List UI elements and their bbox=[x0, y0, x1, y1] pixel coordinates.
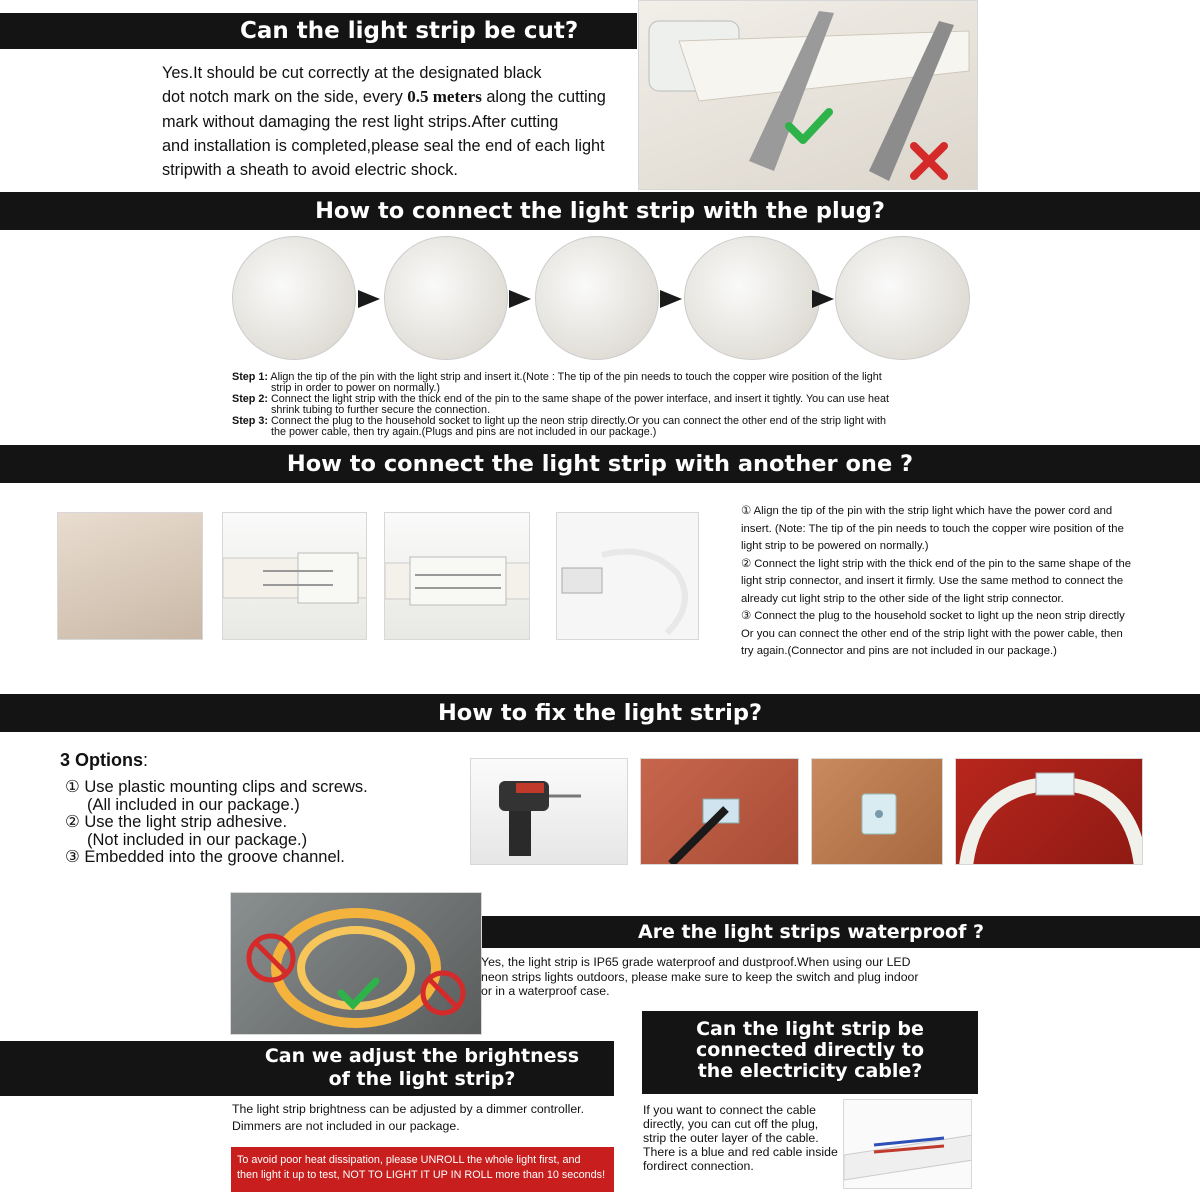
another-line-5: light strip connector, and insert it firmly. Use the same method to connect the bbox=[741, 575, 1124, 587]
cut-line-4: and installation is completed,please seal the end of each light bbox=[162, 136, 605, 155]
cable-title-line-1: Can the light strip be bbox=[696, 1018, 924, 1040]
cut-emphasis: 0.5 meters bbox=[407, 87, 482, 107]
warning-line-1: To avoid poor heat dissipation, please UNROLL the whole light first, and bbox=[237, 1154, 581, 1166]
plug-step-photo-1 bbox=[232, 236, 356, 360]
cut-line-3: mark without damaging the rest light strips.After cutting bbox=[162, 112, 559, 131]
another-photo-1 bbox=[57, 512, 203, 640]
cut-title: Can the light strip be cut? bbox=[240, 18, 579, 44]
check-icon bbox=[785, 106, 833, 146]
arrow-right-icon bbox=[660, 290, 682, 308]
another-photo-3 bbox=[384, 512, 530, 640]
arrow-right-icon bbox=[358, 290, 380, 308]
fix-title-bar bbox=[0, 694, 1200, 732]
another-line-8: Or you can connect the other end of the strip light with the power cable, then bbox=[741, 627, 1123, 640]
another-description bbox=[741, 503, 1131, 661]
cable-line-1: If you want to connect the cable bbox=[643, 1103, 816, 1117]
cut-photo bbox=[638, 0, 978, 190]
another-title: How to connect the light strip with another one ? bbox=[286, 451, 914, 477]
another-line-1: ① Align the tip of the pin with the strip light which have the power cord and bbox=[741, 505, 1113, 517]
waterproof-photo bbox=[230, 892, 482, 1035]
another-line-4: ② Connect the light strip with the thick end of the pin to the same shape of the bbox=[741, 557, 1132, 570]
cable-description bbox=[643, 1103, 838, 1173]
fix-option-2: ② Use the light strip adhesive. bbox=[65, 813, 288, 831]
cable-title-line-2: connected directly to bbox=[695, 1039, 925, 1061]
warning-line-2: then light it up to test, NOT TO LIGHT IT UP IN ROLL more than 10 seconds! bbox=[237, 1169, 606, 1181]
cut-description bbox=[162, 61, 606, 182]
waterproof-title: Are the light strips waterproof ? bbox=[637, 921, 985, 943]
fix-photo-clip bbox=[811, 758, 943, 865]
step-2-cont: shrink tubing to further secure the connection. bbox=[271, 404, 491, 416]
waterproof-line-3: or in a waterproof case. bbox=[481, 984, 610, 998]
cable-title-bar bbox=[642, 1011, 978, 1094]
arrow-right-icon bbox=[812, 290, 834, 308]
fix-option-3: ③ Embedded into the groove channel. bbox=[65, 848, 345, 866]
another-line-6: already cut light strip to the other side of the light strip connector. bbox=[741, 592, 1064, 605]
plug-title: How to connect the light strip with the plug? bbox=[315, 198, 885, 224]
brightness-title-bar bbox=[0, 1041, 614, 1096]
cut-line-1: Yes.It should be cut correctly at the designated black bbox=[162, 64, 542, 82]
plug-step-photo-2 bbox=[384, 236, 508, 360]
cut-line-2: dot notch mark on the side, every 0.5 meters along the cutting bbox=[162, 87, 606, 107]
brightness-warning bbox=[231, 1147, 614, 1192]
plug-step-photo-3 bbox=[535, 236, 659, 360]
step-1: Step 1: Align the tip of the pin with the light strip and insert it.(Note : The tip of the pin needs to touch the copper wire position of the light bbox=[232, 371, 882, 383]
plug-step-photo-4 bbox=[684, 236, 820, 360]
brightness-line-2: Dimmers are not included in our package. bbox=[232, 1118, 460, 1133]
step-3-cont: the power cable, then try again.(Plugs and pins are not included in our package.) bbox=[271, 426, 657, 438]
arrow-right-icon bbox=[509, 290, 531, 308]
another-photo-2 bbox=[222, 512, 367, 640]
cut-line-5: stripwith a sheath to avoid electric shock. bbox=[162, 161, 458, 180]
brightness-line-1: The light strip brightness can be adjusted by a dimmer controller. bbox=[232, 1102, 585, 1116]
another-title-bar bbox=[0, 445, 1200, 483]
brightness-title-line-1: Can we adjust the brightness bbox=[264, 1045, 580, 1067]
cable-line-4: There is a blue and red cable inside bbox=[643, 1145, 838, 1159]
cable-line-5: fordirect connection. bbox=[643, 1159, 754, 1173]
cable-line-3: strip the outer layer of the cable. bbox=[643, 1131, 819, 1145]
fix-options bbox=[60, 749, 368, 867]
waterproof-line-2: neon strips lights outdoors, please make sure to keep the switch and plug indoor bbox=[481, 969, 919, 984]
cable-photo bbox=[843, 1099, 972, 1189]
step-2: Step 2: Connect the light strip with the thick end of the pin to the same shape of the power interface, and insert it tightly. You can use heat bbox=[232, 393, 890, 405]
another-line-7: ③ Connect the plug to the household socket to light up the neon strip directly bbox=[741, 610, 1125, 622]
waterproof-title-bar bbox=[482, 916, 1200, 948]
fix-photo-groove bbox=[955, 758, 1143, 865]
cable-title-line-3: the electricity cable? bbox=[697, 1060, 923, 1082]
plug-steps bbox=[232, 372, 992, 442]
plug-step-photo-5 bbox=[835, 236, 970, 360]
another-line-2: insert. (Note: The tip of the pin needs to touch the copper wire position of the bbox=[741, 522, 1124, 535]
another-line-3: light strip to be powered on normally.) bbox=[741, 540, 929, 552]
fix-photo-drill bbox=[470, 758, 628, 865]
fix-title: How to fix the light strip? bbox=[437, 700, 763, 726]
step-1-cont: strip in order to power on normally.) bbox=[271, 382, 441, 394]
another-photo-4 bbox=[556, 512, 699, 640]
fix-option-2-note: (Not included in our package.) bbox=[87, 830, 308, 849]
step-3: Step 3: Connect the plug to the household socket to light up the neon strip directly.Or you can connect the other end of the strip light with bbox=[232, 415, 886, 427]
cross-icon bbox=[909, 141, 949, 181]
brightness-title-line-2: of the light strip? bbox=[328, 1068, 516, 1090]
waterproof-description bbox=[481, 955, 918, 999]
fix-option-1-note: (All included in our package.) bbox=[87, 795, 300, 814]
fix-photo-screw bbox=[640, 758, 799, 865]
another-line-9: try again.(Connector and pins are not included in our package.) bbox=[741, 645, 1057, 657]
brightness-description bbox=[232, 1101, 584, 1134]
cut-title-bar bbox=[0, 13, 637, 49]
fix-options-heading: 3 Options: bbox=[60, 750, 149, 770]
plug-title-bar bbox=[0, 192, 1200, 230]
waterproof-line-1: Yes, the light strip is IP65 grade waterproof and dustproof.When using our LED bbox=[481, 955, 911, 969]
cable-line-2: directly, you can cut off the plug, bbox=[643, 1117, 819, 1131]
fix-option-1: ① Use plastic mounting clips and screws. bbox=[65, 778, 368, 796]
